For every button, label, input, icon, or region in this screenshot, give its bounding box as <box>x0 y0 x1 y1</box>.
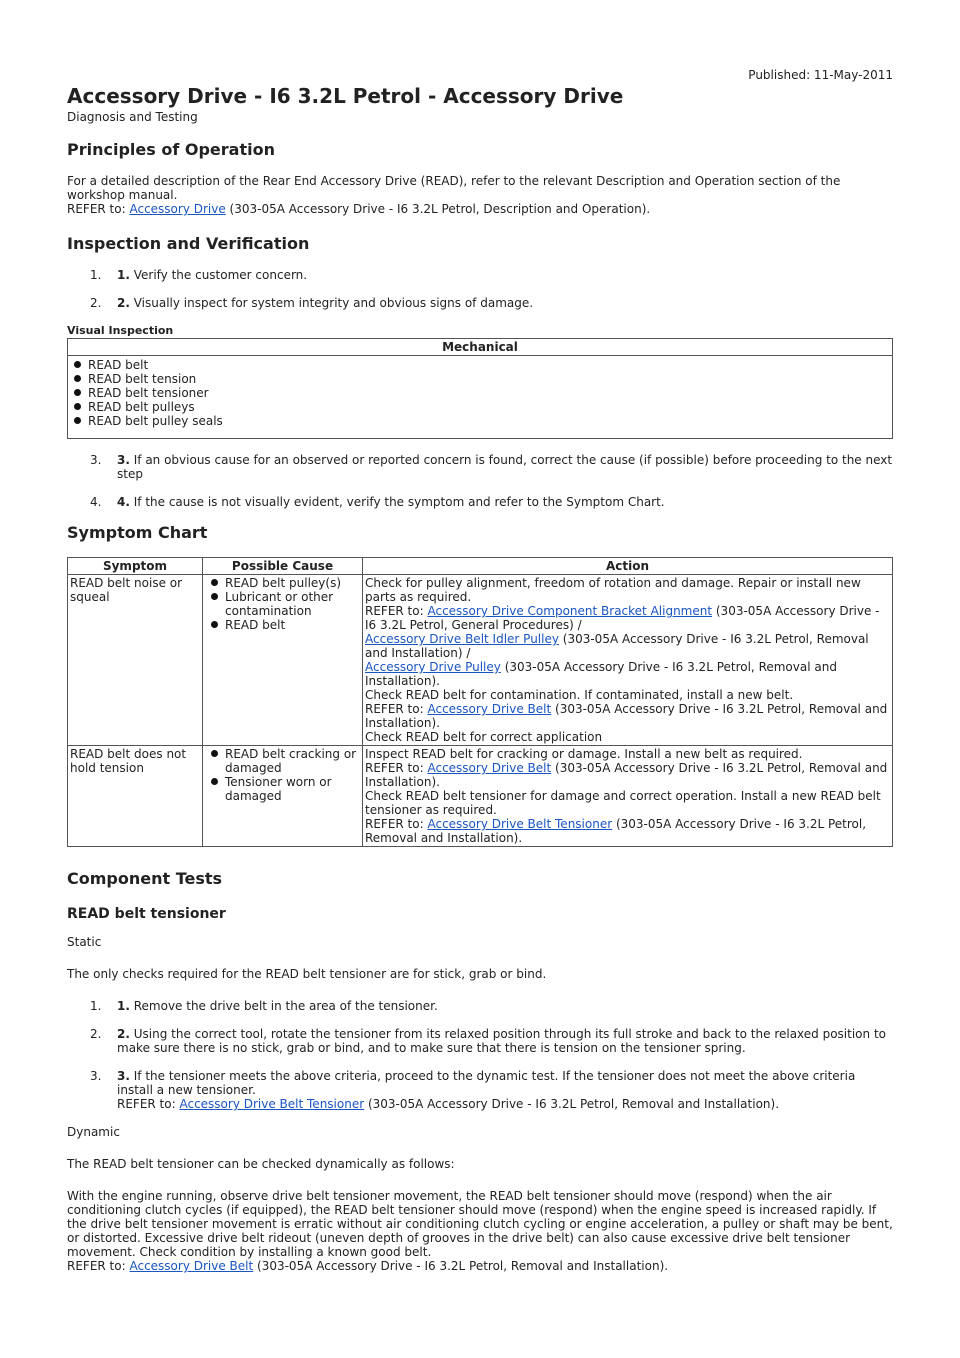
belt-tensioner-link[interactable]: Accessory Drive Belt Tensioner <box>427 817 613 831</box>
step-number: 1. <box>90 999 102 1013</box>
list-item: Tensioner worn or damaged <box>209 775 360 803</box>
action-refer <box>365 632 890 660</box>
step-number: 2. <box>90 1027 102 1041</box>
symptom-chart-heading: Symptom Chart <box>67 523 208 542</box>
inspection-step <box>67 495 893 509</box>
cause-list <box>205 747 360 803</box>
list-item: READ belt tensioner <box>72 386 888 400</box>
refer-prefix: REFER to: <box>117 1097 180 1111</box>
symptom-header: Symptom <box>68 558 203 575</box>
refer-suffix: (303-05A Accessory Drive - I6 3.2L Petrol, Removal and Installation). <box>365 660 837 688</box>
symptom-cell: READ belt noise or squeal <box>68 575 203 746</box>
mechanical-list <box>72 358 888 428</box>
inspection-step <box>67 268 893 282</box>
principles-text: For a detailed description of the Rear End Accessory Drive (READ), refer to the relevant Description and Operation section of the workshop manual. <box>67 174 841 202</box>
refer-suffix: (303-05A Accessory Drive - I6 3.2L Petrol, Removal and Installation). <box>365 817 867 845</box>
table-row <box>68 575 893 746</box>
step-bold: 1. <box>117 999 130 1013</box>
step-bold: 3. <box>117 453 130 467</box>
refer-suffix: (303-05A Accessory Drive - I6 3.2L Petrol, Removal and Installation). <box>253 1259 669 1273</box>
visual-inspection-table <box>67 338 893 439</box>
step-text: Remove the drive belt in the area of the tensioner. <box>129 999 438 1013</box>
refer-prefix: REFER to: <box>365 817 428 831</box>
step-bold: 2. <box>117 1027 130 1041</box>
component-tests-heading: Component Tests <box>67 869 223 888</box>
refer-prefix: REFER to: <box>365 702 428 716</box>
dynamic-refer <box>67 1259 893 1273</box>
step-text: If an obvious cause for an observed or reported concern is found, correct the cause (if possible) before proceeding to the next step <box>117 453 893 481</box>
refer-suffix: (303-05A Accessory Drive - I6 3.2L Petrol, Removal and Installation). <box>364 1097 780 1111</box>
step-bold: 1. <box>117 268 130 282</box>
action-cell <box>363 575 893 746</box>
action-refer <box>365 817 890 845</box>
belt-tensioner-link[interactable]: Accessory Drive Belt Tensioner <box>179 1097 365 1111</box>
static-step <box>67 999 893 1013</box>
refer-suffix: (303-05A Accessory Drive - I6 3.2L Petrol, Description and Operation). <box>225 202 651 216</box>
action-text: Check READ belt for contamination. If contaminated, install a new belt. <box>365 688 794 702</box>
inspection-heading: Inspection and Verification <box>67 234 310 253</box>
step-number: 4. <box>90 495 102 509</box>
refer-suffix: (303-05A Accessory Drive - I6 3.2L Petrol, Removal and Installation). <box>365 702 888 730</box>
mechanical-cell <box>68 356 893 439</box>
page-subtitle: Diagnosis and Testing <box>67 110 198 124</box>
refer-prefix: REFER to: <box>365 761 428 775</box>
refer-prefix: REFER to: <box>67 202 130 216</box>
step-number: 3. <box>90 453 102 467</box>
refer-prefix: REFER to: <box>365 604 428 618</box>
drive-belt-link[interactable]: Accessory Drive Belt <box>129 1259 254 1273</box>
inspection-step <box>67 296 893 310</box>
action-refer <box>365 604 890 632</box>
list-item: READ belt tension <box>72 372 888 386</box>
list-item: READ belt pulley(s) <box>209 576 360 590</box>
list-item: READ belt <box>209 618 360 632</box>
published-date: Published: 11-May-2011 <box>748 68 893 82</box>
action-refer <box>365 761 890 789</box>
step-text: Verify the customer concern. <box>129 268 308 282</box>
list-item: READ belt pulleys <box>72 400 888 414</box>
mechanical-header: Mechanical <box>68 339 893 356</box>
table-row <box>68 746 893 847</box>
static-label: Static <box>67 935 102 949</box>
refer-prefix: REFER to: <box>67 1259 130 1273</box>
page-title: Accessory Drive - I6 3.2L Petrol - Accessory Drive <box>67 84 624 108</box>
refer-suffix: (303-05A Accessory Drive - I6 3.2L Petrol, General Procedures) / <box>365 604 880 632</box>
action-header: Action <box>363 558 893 575</box>
symptom-chart-table <box>67 557 893 847</box>
document-page <box>67 66 893 1273</box>
step-number: 2. <box>90 296 102 310</box>
step-text: If the tensioner meets the above criteria, proceed to the dynamic test. If the tensioner does not meet the above criteria install a new tensioner. <box>117 1069 856 1097</box>
cause-header: Possible Cause <box>203 558 363 575</box>
dynamic-intro: The READ belt tensioner can be checked dynamically as follows: <box>67 1157 455 1171</box>
refer-suffix: (303-05A Accessory Drive - I6 3.2L Petrol, Removal and Installation) / <box>365 632 869 660</box>
tensioner-subheading: READ belt tensioner <box>67 906 226 922</box>
step-bold: 4. <box>117 495 130 509</box>
drive-pulley-link[interactable]: Accessory Drive Pulley <box>365 660 501 674</box>
list-item: READ belt cracking or damaged <box>209 747 360 775</box>
inspection-steps-continued <box>67 453 893 509</box>
static-step <box>67 1027 893 1055</box>
step-number: 1. <box>90 268 102 282</box>
static-intro: The only checks required for the READ belt tensioner are for stick, grab or bind. <box>67 967 547 981</box>
drive-belt-link[interactable]: Accessory Drive Belt <box>427 761 552 775</box>
list-item: Lubricant or other contamination <box>209 590 360 618</box>
action-text: Check for pulley alignment, freedom of rotation and damage. Repair or install new parts as required. <box>365 576 861 604</box>
step-text: Visually inspect for system integrity and obvious signs of damage. <box>129 296 534 310</box>
action-refer <box>365 702 890 730</box>
visual-inspection-label: Visual Inspection <box>67 324 174 337</box>
action-text: Check READ belt tensioner for damage and correct operation. Install a new READ belt tensioner as required. <box>365 789 881 817</box>
action-text: Check READ belt for correct application <box>365 730 603 744</box>
step-number: 3. <box>90 1069 102 1083</box>
drive-belt-link[interactable]: Accessory Drive Belt <box>427 702 552 716</box>
step-bold: 2. <box>117 296 130 310</box>
step-bold: 3. <box>117 1069 130 1083</box>
action-text: Inspect READ belt for cracking or damage. Install a new belt as required. <box>365 747 803 761</box>
action-refer <box>365 660 890 688</box>
action-cell <box>363 746 893 847</box>
static-step <box>67 1069 893 1111</box>
cause-cell <box>203 575 363 746</box>
dynamic-label: Dynamic <box>67 1125 120 1139</box>
cause-list <box>205 576 360 632</box>
bracket-alignment-link[interactable]: Accessory Drive Component Bracket Alignment <box>427 604 713 618</box>
cause-cell <box>203 746 363 847</box>
symptom-cell: READ belt does not hold tension <box>68 746 203 847</box>
idler-pulley-link[interactable]: Accessory Drive Belt Idler Pulley <box>365 632 559 646</box>
step-text: Using the correct tool, rotate the tensioner from its relaxed position through its full stroke and back to the relaxed position to make sure there is no stick, grab or bind, and to make sure that there is tension on the tensioner spring. <box>117 1027 886 1055</box>
list-item: READ belt pulley seals <box>72 414 888 428</box>
principles-heading: Principles of Operation <box>67 140 275 159</box>
dynamic-text: With the engine running, observe drive belt tensioner movement, the READ belt tensioner should move (respond) when the air conditioning clutch cycles (if equipped), the READ belt tensioner should move (respond) when the engine speed is increased rapidly. If the drive belt tensioner movement is erratic without air conditioning clutch cycling or engine acceleration, a pulley or shaft may be bent, or distorted. Excessive drive belt rideout (uneven depth of grooves in the drive belt) can also cause excessive drive belt tensioner movement. Check condition by installing a known good belt. <box>67 1189 893 1259</box>
static-steps <box>67 999 893 1111</box>
principles-refer <box>67 202 893 216</box>
inspection-steps <box>67 268 893 310</box>
inspection-step <box>67 453 893 481</box>
step-text: If the cause is not visually evident, verify the symptom and refer to the Symptom Chart. <box>129 495 665 509</box>
accessory-drive-link[interactable]: Accessory Drive <box>129 202 226 216</box>
list-item: READ belt <box>72 358 888 372</box>
refer-suffix: (303-05A Accessory Drive - I6 3.2L Petrol, Removal and Installation). <box>365 761 888 789</box>
